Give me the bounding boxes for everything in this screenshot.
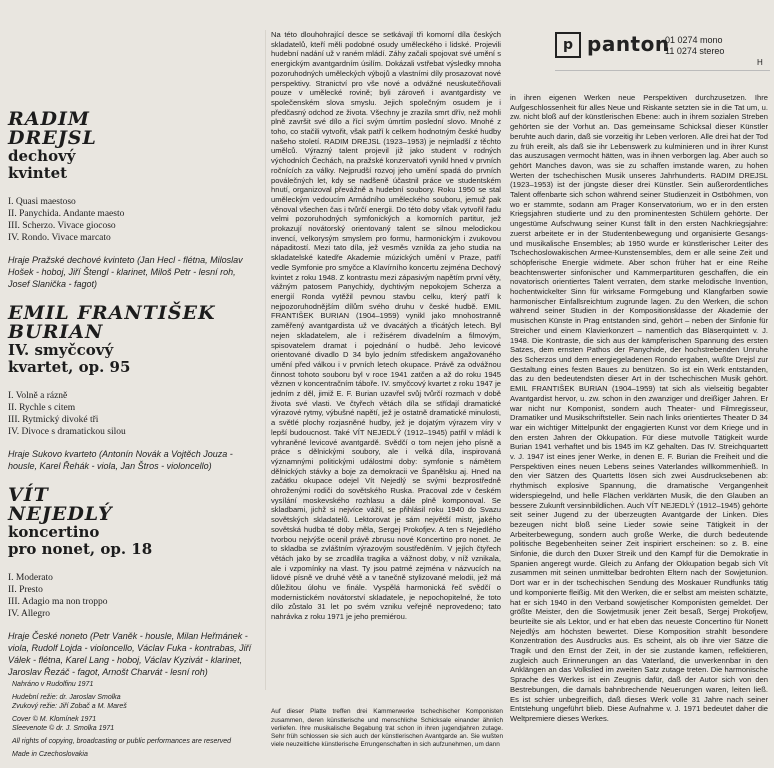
credit-rights: All rights of copying, broadcasting or public performances are reserved [12, 738, 232, 745]
notes-czech-text: Na této dlouhohrající desce se setkávají tři komorní díla českých skladatelů, kteří měli podobné osudy uměleckého i lidské. Projevili hudební nadání už v raném mládí. Záhy začali spojovat své umění s energickým avantgardním úsilím. Dokázali vstřebat výsledky mnoha pozoruhodných uměleckých výbojů a vlastními díly prosazovat nové perspektivy. Stranictví pro vše nové a odvážné neuskutečňovali pouze v umělecké rovině; byli zároveň i avantgardisty ve společenském slova smyslu. Jejich společným osudem je i předčasný odchod ze života. Všechny je zrazila smrt dřív, než mohli plně završit své dílo a řící svým úmrtím poslední slovo. Mnohé z toho, co stačili vytvořit, však patří k celkem hodnotným české hudby našeho století. RADIM DREJSL (1923–1953) je nejmladší z těchto umělců. Výrazný talent projevil již jako student v rodných východních Čechách, na pražské konzervatoři vynikl hned v prvních ročnících za války. Nejprudší rozvoj jeho umění spadá do prvních poválečných let, kdy se nadšeně účastnil práce ve studentském hnutí, organizoval převážně a hudební soubory. Roku 1950 se stal uměleckým vedoucím Armádního uměleckého souboru, jemuž pak věnoval všechen čas i tvůrčí energii. Do této doby však vytvořil řadu velmi pozoruhodných symfonických a komorních partitur, jež prokazují novátorský orientovaný talent se silnou melodickou invencí, velkorysým smyslem pro formu, harmonickým i zvukovou nápaditostí. Mezi tato díla, jež vesměs vznikla za jeho studia na skladatelské katedře Akademie múzických umění v Praze, patří vedle Symfonie pro smyčce a Klavírního koncertu zejména Dechový kvintet z roku 1948. Z kontrastu mezi zápasivým napětím první věty, vážným patosem Panychidy, dychtivým nepokojem Scherza a energií Ronda vytěžil pevnou stavbu celku, který patří k nejpozoruhodnějším dílům svého druhu v české hudbě. EMIL FRANTIŠEK BURIAN (1904–1959) vynikl jako mnohostranně zaměřený avantgardista už ve dvacátých a třicátých letech. Byl nejen skladatelem, ale i režisérem divadelním a filmovým, spisovatelem dramat i pojednání o hudbě. Jeho levicové orientované divadlo D 34 bylo jedním střediskem angažovaného umění před válkou i v prvních letech okupace. Právě za odvážnou činnost tohoto souboru byl v roce 1941 zatčen a až do roku 1945 věznen v koncentračním táboře. IV. smyčcový kvartet z roku 1947 je jedním z děl, jimiž E. F. Burian uzavřel svůj tvůrčí rozmach v době života své vlasti. Ve čtyřech větách díla se střídají dramatické výrazové rytmy, výbušné napětí, jež je ostatně dramatické minulosti, a světlé plochy rozjasněné hudby, jež je dojatým výrazem víry v lepší budoucnost. Také VÍT NEJEDLÝ (1912–1945) patřil v mládí k vyhraněné levicové avantgardě. Svědčí o tom nejen jeho písně a práce s dělnickými soubory, ale i velká díla, inspirovaná významnými politickými událostmi doby: symfonie s námětem dělnických stávky a boje za demokracii ve Španělsku aj. Hned na začátku okupace odejel Vít Nejedlý se svými bezprostředně ohroženými rodiči do sovětského Ruska. Pracoval zde v českém vysílání moskevského rozhlasu a dále plně komponoval. Se skladbami, jichž si nejvíce vážil, se přihlásil roku 1940 do Svazu sovětských skladatelů. Lektorovat je sám největší mistr, jakého sovětská hudba té doby měla, Sergej Prokofjev. A ten s Nejedlého tvorbou nejvýše ocenil právě zbrusu nové Koncertino pro nonet. Je to skladba se zvláštním výrazovým soustředěním. V jejích čtyřech větách jako by se zrcadlila tragika a vážnost doby, v níž vznikala, ale i vzpomínky na vlast. Ty jsou patrné zejména v názvucích na lidové písně ve druhé větě a v tanečně stylizované melodii, jež má důležitou úlohu ve finále. Vyspělá harmonická řeč svědčí o modernistickém novátorství skladatele, je nepochopitelné, že toto dílo zůstalo 31 let po svém vzniku veřejně neprovedeno; tato nahrávka z roku 1971 je jeho premiérou. [271, 30, 501, 622]
movement: III. Adagio ma non troppo [8, 597, 108, 607]
panton-logo-icon: p [555, 32, 581, 58]
work-2 [8, 304, 258, 472]
credits [12, 680, 262, 763]
movement: II. Presto [8, 585, 43, 595]
movements-list [8, 196, 258, 244]
credit-direction: Hudební režie: dr. Jaroslav Smolka [12, 694, 121, 701]
credit-notes: Sleevenote © dr. J. Smolka 1971 [12, 725, 115, 732]
movement: I. Moderato [8, 573, 53, 583]
credit-sound: Zvukový režie: Jiří Zobač a M. Mareš [12, 703, 127, 710]
composer-last: DREJSL [8, 127, 97, 149]
credit-cover: Cover © M. Klomínek 1971 [12, 716, 97, 723]
notes-german [510, 93, 768, 724]
column-divider [265, 30, 266, 690]
composer-last: NEJEDLÝ [8, 503, 113, 525]
performers: Hraje Pražské dechové kvinteto (Jan Hecl - flétna, Miloslav Hošek - hoboj, Jiří Štengl - klarinet, Miloš Petr - lesní roh, Josef Slanička - fagot) [8, 255, 243, 289]
header-rule [555, 70, 770, 71]
movements-list [8, 390, 258, 438]
brand-name: panton [587, 32, 670, 56]
movement: II. Panychida. Andante maesto [8, 209, 125, 219]
composer-first: VÍT [8, 484, 49, 506]
movement: II. Rychle s citem [8, 403, 76, 413]
tracklist [8, 110, 258, 686]
credit-made: Made in Czechoslovakia [12, 751, 88, 758]
label-header [555, 30, 770, 66]
movement: III. Rytmický divoké tři [8, 415, 99, 425]
movement: I. Volně a rázně [8, 391, 68, 401]
movement: IV. Allegro [8, 609, 51, 619]
catalog-h: H [757, 58, 763, 67]
notes-czech [271, 30, 501, 622]
catalog-stereo: 11 0274 stereo [665, 46, 725, 56]
composer-last: BURIAN [8, 321, 104, 343]
notes-german-text: in ihren eigenen Werken neue Perspektiven durchzusetzen. Ihre Aufgeschlossenheit für alles Neue und Riskante setzten sie in die Tat um, u. zw. nicht bloß auf der künstlerischen Ebene: auch in ihrem sozialen Streben gehörten sie der Vorhut an. Das gemeinsame Schicksal dieser Künstler beruhte auch darin, daß sie vorzeitig ihr Leben verloren. Alle drei hat der Tod zu früh ereilt, als daß sie ihr Lebenswerk zu kulminieren und in ihrer Kunst das auszusagen vermocht hätten, was in ihnen verborgen lag. Aber auch so gehört Manches davon, was sie zu schaffen imstande waren, zu hohen Werten der tschechischen Musik unseres Jahrhunderts. RADIM DREJSL (1923–1953) ist der jüngste dieser drei Künstler. Sein außerordentliches Talent offenbarte sich schon während seiner Studienzeit in Ostböhmen, von wo er stammte, sodann am Prager Konservatorium, wo er in den ersten Kriegsjahren studierte und zu den prominentesten Schülern gehörte. Der ungestüme Aufschwung seiner Kunst fällt in den ersten Nachkriegsjahre: zuerst arbeitete er in der Studentenbewegung und organisierte Gesangs- und musikalische Ensembles; ab 1950 wurde er künstlerischer Leiter des Tschechoslowakischen Armee-Kunstensembles, dem er alle seine Zeit und schöpferische Energie widmete. Aber schon früher hat er eine Reihe beachtenswerter sinfonischer und Kammerpartituren geschaffen, die ein novatorisch orientiertes Talent verraten, dem starke melodische Invention, hochentwickelter Sinn für wirksame Formgebung und Klangfarben sowie harmonischer Einfallsreichtum zugrunde lagen. Zu den Werken, die schon während seiner Studien in der Kompositionsklasse der Akademie der musischen Künste in Prag entstanden sind, gehört – neben der Sinfonie für Streicher und einem Klavierkonzert – namentlich das Bläserquintett v. J. 1948. Die Kontraste, die sich aus der kämpferischen Spannung des ersten Satzes, dem ernsten Pathos der Panychide, der hochstrebenden Unruhe des Scherzos und dem energiegeladenen Rondo ergaben, wußte Drejsl zur Gestaltung eines festen Baues zu benützen. So ist ein Werk entstanden, das zu den bedeutendsten dieser Art in der tschechischen Musik gehört. EMIL FRANTIŠEK BURIAN (1904–1959) tat sich als vielseitig begabter Avantgardist hervor, u. zw. schon in den zwanziger und dreißiger Jahren. Er war nicht nur Komponist, sondern auch Theater- und Filmregisseur, Dramatiker und Musikschriftsteller. Sein nach links orientiertes Theater D 34 war ein wichtiger Mittelpunkt der engagierten Kunst vor dem Kriege und in den ersten Jahren der Okkupation. Für diese mutvolle Tätigkeit wurde Burian 1941 verhaftet und bis 1945 im KZ gehalten. Das IV. Streichquartett v. J. 1947 ist eines jener Werke, in denen E. F. Burian die Freiheit und die Perspektiven eines neuen Lebens seines Vaterlandes willkommenhieß. In den vier Sätzen des Quartetts lösen sich zwei Ausdrucksebenen ab: rhythmisch explosive Spannung, die dramatische Vergangenheit widerspiegelnd, und helle Flächen verklärten Musik, die den Glauben an bessere Zukunft versinnbildlichen. Auch VÍT NEJEDLÝ (1912–1945) gehörte seit seiner Jugend zu der überzeugten Avantgarde der Linken. Dies bezeugen nicht bloß seine Lieder sowie seine Tätigkeit in der Arbeiterbewegung, sondern auch große Werke, die durch bedeutende politische Begebenheiten seiner Zeit inspiriert erscheinen: so z. B. eine Sinfonie, die durch den Duxer Streik und den Kampf für die Demokratie in Spanien angeregt wurde. Gleich zu Anfang der Okkupation begab sich Vít zusammen mit seinen unmittelbar bedrohten Eltern nach der Sowjetunion. Dort war er in der tschechischen Sendung des Moskauer Rundfunks tätig und komponierte fleißig. Mit den Werken, die er selbst am meisten schätzte, hat er sich 1940 in den Verband sowjetischer Komponisten gemeldet. Der größte Meister, den die Sowjetmusik jener Zeit besaß, Sergej Prokofjew, beurteilte sie als Lektor, und er hat eben das neueste Concertino für Nonett Nejedlýs am höchsten bewertet. Diese Komposition strahlt besondere Konzentration des Ausdrucks aus. Es scheint, als ob ihre vier Sätze die Tragik und den Ernst der Zeit, in der sie zustande kamen, reflektieren, zugleich auch Erinnerungen an das Vaterland, die unverkennbar in den Anklängen an das Volkslied im zweiten Satz zutage treten. Die harmonische Sprache des Werkes ist ein Zeugnis dafür, daß der Autor sich von den Bestrebungen, die damals bahnbrechende Neuerungen waren, leiten ließ. Es ist schier unbegreiflich, daß dieses Werk volle 31 Jahre nach seiner Entstehung ungeführt blieb. Diese Aufnahme v. J. 1971 bedeutet daher die Weltpremiere dieses Werkes. [510, 93, 768, 723]
movements-list [8, 572, 258, 620]
credit-recorded: Nahráno v Rudolfinu 1971 [12, 681, 94, 688]
work-3 [8, 486, 258, 678]
performers: Hraje Sukovo kvarteto (Antonín Novák a Vojtěch Jouza - housle, Karel Řehák - viola, Jan Štros - violoncello) [8, 449, 233, 471]
notes-german-start [271, 702, 503, 755]
work-title-line-2: kvartet, op. 95 [8, 358, 131, 376]
composer-first: EMIL FRANTIŠEK [8, 302, 216, 324]
movement: I. Quasi maestoso [8, 197, 76, 207]
composer-first: RADIM [8, 108, 90, 130]
performers: Hraje České noneto (Petr Vaněk - housle, Milan Heřmánek - viola, Rudolf Lojda - violoncello, Václav Fuka - kontrabas, Jiří Válek - flétna, Karel Lang - hoboj, Václav Kyzivát - klarinet, Jaroslav Řezáč - fagot, Arnošt Charvát - lesní roh) [8, 631, 252, 677]
work-title-line-2: kvintet [8, 164, 68, 182]
movement: IV. Divoce s dramatickou silou [8, 427, 126, 437]
movement: III. Scherzo. Vivace giocoso [8, 221, 116, 231]
work-title-line-1: IV. smyčcový [8, 341, 114, 359]
work-title-line-1: koncertino [8, 523, 100, 541]
catalog-numbers [665, 35, 724, 57]
movement: IV. Rondo. Vivace marcato [8, 233, 111, 243]
notes-german-start-text: Auf dieser Platte treffen drei Kammerwerke tschechischer Komponisten zusammen, deren künstlerische und menschliche Schicksale einander ähnlich verliefen. Ihre musikalische Begabung trat schon in ihren jugendjahren zutage. Sehr früh schlossen sie sich auch der künstlerischen Avantgarde an. Sie wußten viele neuzeitliche künstlerische Errungenschaften in sich aufzunehmen, um dann [271, 708, 503, 748]
catalog-mono: 01 0274 mono [665, 35, 723, 45]
work-1 [8, 110, 258, 290]
work-title-line-2: pro nonet, op. 18 [8, 540, 153, 558]
work-title-line-1: dechový [8, 147, 76, 165]
